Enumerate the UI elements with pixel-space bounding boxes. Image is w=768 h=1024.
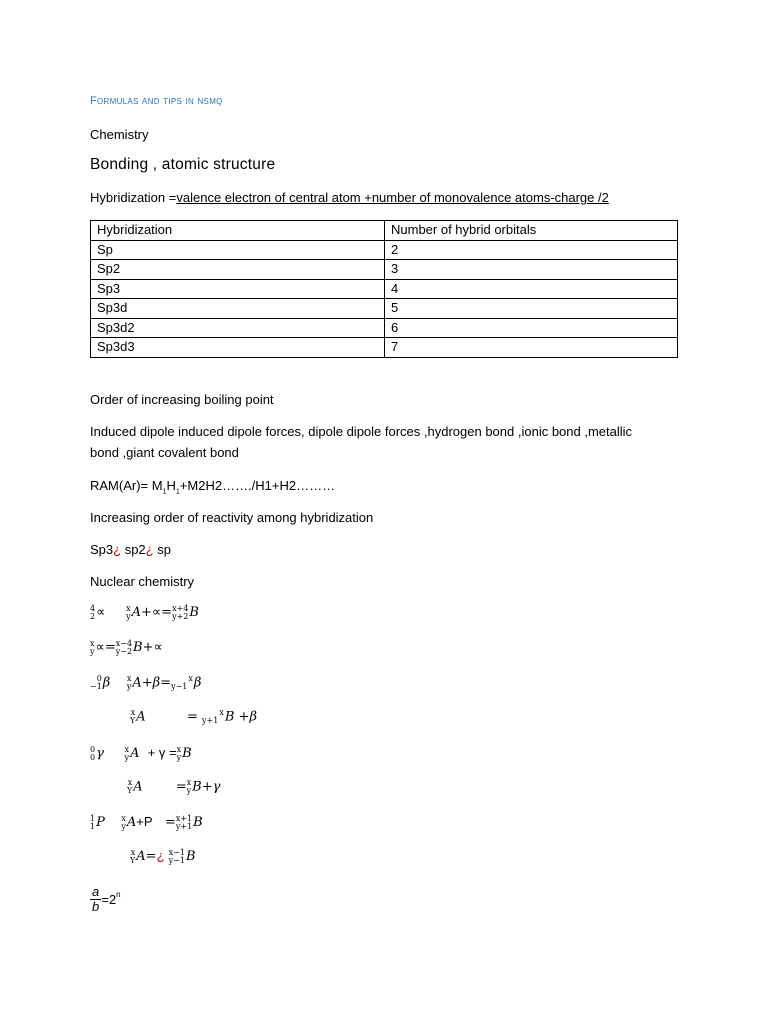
table-cell: 3 [385,260,678,280]
table-row [91,260,678,280]
hybrid-label: sp2 [121,542,146,557]
reactivity-heading: Increasing order of reactivity among hybridization [90,510,374,525]
ram-part: H [166,478,176,493]
hybridization-table [90,220,678,358]
beta-decay-equation: 0 −1 β x y A+β= y−1 x β [90,674,202,691]
table-cell: 5 [385,299,678,319]
table-cell: 2 [385,240,678,260]
fraction-denominator: b [92,899,100,914]
ram-part: RAM(Ar)= M [90,478,163,493]
ram-subscript: 1 [175,488,180,496]
exponent-base: =2 [101,892,117,907]
ram-subscript: 1 [162,488,167,496]
comparison-symbol: ¿ [156,848,165,863]
comparison-symbol: ¿ [145,542,154,557]
section-heading: Bonding , atomic structure [90,156,276,173]
gamma-emission-equation: x Y A = x y B+γ [127,778,221,795]
hybrid-label: sp [153,542,171,557]
ram-part: +M2H2……./H1+H2……… [179,478,336,493]
table-row [91,338,678,358]
gamma-decay-equation: 0 0 γ x y A + γ = x y B [90,744,192,762]
comparison-symbol: ¿ [113,542,122,557]
table-cell: Sp [91,240,385,260]
table-header-row [91,221,678,241]
table-cell: 7 [385,338,678,358]
hybridization-label: Hybridization = [90,190,177,205]
table-cell: 6 [385,318,678,338]
table-cell: Sp3d [91,299,385,319]
table-cell: Sp2 [91,260,385,280]
boiling-text-line-1: Induced dipole induced dipole forces, dipole dipole forces ,hydrogen bond ,ionic bond ,metallic [90,424,633,439]
beta-emission-equation: x Y A = y+1 x B +β [130,708,257,725]
table-cell: Sp3d2 [91,318,385,338]
ram-formula [90,478,335,496]
proton-capture-equation: 1 1 P x y A+P = x+1 y+1 B [90,813,203,831]
exponent-formula [90,885,121,914]
subject-label: Chemistry [90,127,149,142]
table-row [91,279,678,299]
table-cell: 4 [385,279,678,299]
hybridization-formula-line [90,190,609,205]
nuclear-heading: Nuclear chemistry [90,574,195,589]
hybridization-formula: valence electron of central atom +number of monovalence atoms-charge /2 [176,190,609,205]
boiling-text-line-2: bond ,giant covalent bond [90,445,239,460]
table-cell: Sp3 [91,279,385,299]
document-title: Formulas and tips in nsmq [90,95,223,107]
exponent-superscript: n [116,890,121,899]
alpha-decay-equation: 4 2 ∝ x y A+∝= x+4 y+2 B [90,603,199,621]
proton-emission-equation: x Y A=¿ x−1 y−1 B [130,847,196,865]
alpha-emission-equation: x y ∝= x−4 y−2 B+∝ [90,638,163,656]
hybrid-label: Sp3 [90,542,114,557]
table-row [91,240,678,260]
table-row [91,318,678,338]
fraction-numerator: a [92,884,100,899]
fraction [90,885,101,914]
table-header-cell: Number of hybrid orbitals [385,221,678,241]
boiling-heading: Order of increasing boiling point [90,392,274,407]
reactivity-order [90,542,171,557]
table-header-cell: Hybridization [91,221,385,241]
table-row [91,299,678,319]
table-cell: Sp3d3 [91,338,385,358]
